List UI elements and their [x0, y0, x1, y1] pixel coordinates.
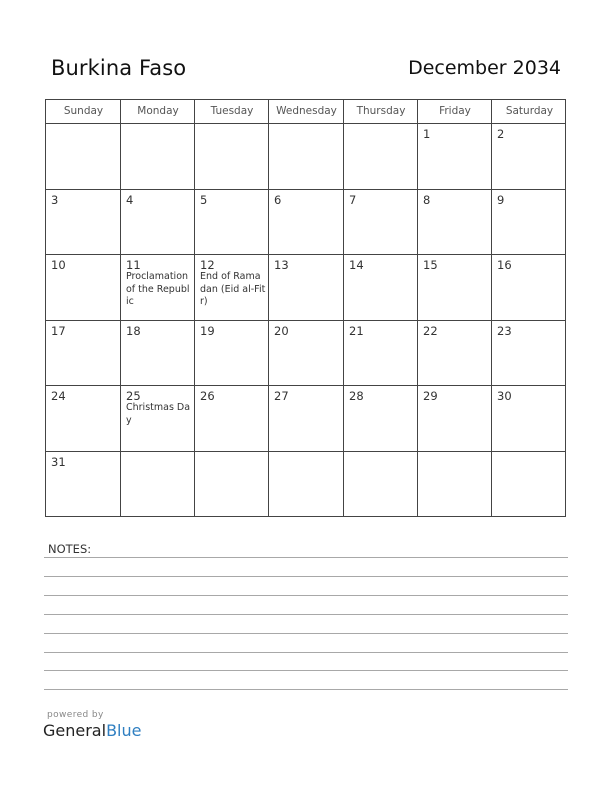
notes-line[interactable] [44, 633, 568, 634]
day-number: 15 [423, 258, 438, 272]
notes-line[interactable] [44, 576, 568, 577]
day-cell[interactable] [46, 321, 121, 387]
day-cell[interactable] [46, 124, 121, 190]
day-cell[interactable] [46, 386, 121, 452]
day-cell[interactable] [46, 255, 121, 321]
day-cell[interactable] [492, 190, 567, 256]
day-cell[interactable] [46, 452, 121, 518]
day-number: 14 [349, 258, 364, 272]
holiday-label: End of Ramadan (Eid al-Fitr) [200, 271, 266, 307]
day-number: 18 [126, 323, 141, 338]
day-number: 20 [274, 323, 289, 338]
day-cell[interactable] [344, 124, 418, 190]
day-cell[interactable] [418, 255, 492, 321]
brand-blue: Blue [106, 721, 142, 740]
day-number: 5 [200, 192, 208, 207]
day-cell[interactable] [269, 386, 344, 452]
notes-line[interactable] [44, 557, 568, 558]
day-number: 6 [274, 192, 282, 207]
holiday-label: Proclamation of the Republic [126, 271, 190, 307]
day-number: 19 [200, 323, 215, 338]
day-cell[interactable] [121, 452, 195, 518]
notes-line[interactable] [44, 670, 568, 671]
day-cell[interactable] [195, 255, 269, 321]
powered-by-text: powered by [47, 710, 104, 720]
brand-general: General [43, 721, 107, 740]
day-number: 29 [423, 389, 438, 403]
country-title: Burkina Faso [51, 56, 187, 80]
day-cell[interactable] [269, 255, 344, 321]
day-number: 2 [497, 127, 505, 141]
day-number: 28 [349, 389, 364, 403]
day-number: 27 [274, 389, 289, 403]
day-number: 30 [497, 389, 512, 403]
calendar-grid [45, 99, 566, 517]
day-cell[interactable] [195, 452, 269, 518]
day-number: 24 [51, 389, 66, 403]
day-cell[interactable] [344, 190, 418, 256]
day-number: 10 [51, 258, 66, 272]
day-cell[interactable] [344, 321, 418, 387]
day-number: 31 [51, 454, 66, 469]
day-cell[interactable] [418, 452, 492, 518]
day-number: 1 [423, 127, 431, 141]
weekday-1: Monday [137, 105, 179, 117]
generalblue-logo[interactable] [43, 721, 141, 740]
day-number: 23 [497, 323, 512, 338]
weekday-3: Wednesday [276, 105, 337, 117]
day-number: 25 [126, 389, 141, 403]
notes-line[interactable] [44, 652, 568, 653]
notes-line[interactable] [44, 689, 568, 690]
day-cell[interactable] [121, 190, 195, 256]
day-number: 11 [126, 258, 141, 272]
day-number: 12 [200, 258, 215, 272]
day-cell[interactable] [269, 321, 344, 387]
day-number: 4 [126, 192, 134, 207]
day-cell[interactable] [492, 124, 567, 190]
day-cell[interactable] [195, 124, 269, 190]
weekday-header-row [46, 100, 565, 124]
day-cell[interactable] [121, 255, 195, 321]
weekday-5: Friday [439, 105, 471, 117]
notes-line[interactable] [44, 614, 568, 615]
day-number: 13 [274, 258, 289, 272]
day-cell[interactable] [492, 452, 567, 518]
day-number: 16 [497, 258, 512, 272]
day-cell[interactable] [344, 386, 418, 452]
day-cell[interactable] [195, 321, 269, 387]
day-cell[interactable] [269, 190, 344, 256]
month-title: December 2034 [408, 57, 561, 79]
day-number: 7 [349, 192, 357, 207]
holiday-label: Christmas Day [126, 402, 191, 426]
day-number: 9 [497, 192, 505, 207]
weekday-6: Saturday [505, 105, 554, 117]
day-cell[interactable] [121, 386, 195, 452]
day-cell[interactable] [418, 321, 492, 387]
notes-line[interactable] [44, 595, 568, 596]
weekday-2: Tuesday [210, 105, 254, 117]
notes-label: NOTES: [48, 542, 92, 556]
day-number: 3 [51, 192, 59, 207]
day-number: 26 [200, 389, 215, 403]
day-cell[interactable] [492, 255, 567, 321]
day-cell[interactable] [269, 124, 344, 190]
day-cell[interactable] [344, 255, 418, 321]
day-cell[interactable] [121, 321, 195, 387]
weekday-0: Sunday [63, 105, 104, 117]
day-number: 17 [51, 323, 66, 338]
day-number: 22 [423, 323, 438, 338]
day-cell[interactable] [418, 386, 492, 452]
day-cell[interactable] [492, 321, 567, 387]
weekday-4: Thursday [356, 105, 406, 117]
day-cell[interactable] [418, 124, 492, 190]
day-cell[interactable] [195, 386, 269, 452]
day-cell[interactable] [195, 190, 269, 256]
day-number: 8 [423, 192, 431, 207]
day-cell[interactable] [269, 452, 344, 518]
day-number: 21 [349, 323, 364, 338]
day-cell[interactable] [492, 386, 567, 452]
day-cell[interactable] [46, 190, 121, 256]
day-cell[interactable] [344, 452, 418, 518]
day-cell[interactable] [121, 124, 195, 190]
day-cell[interactable] [418, 190, 492, 256]
